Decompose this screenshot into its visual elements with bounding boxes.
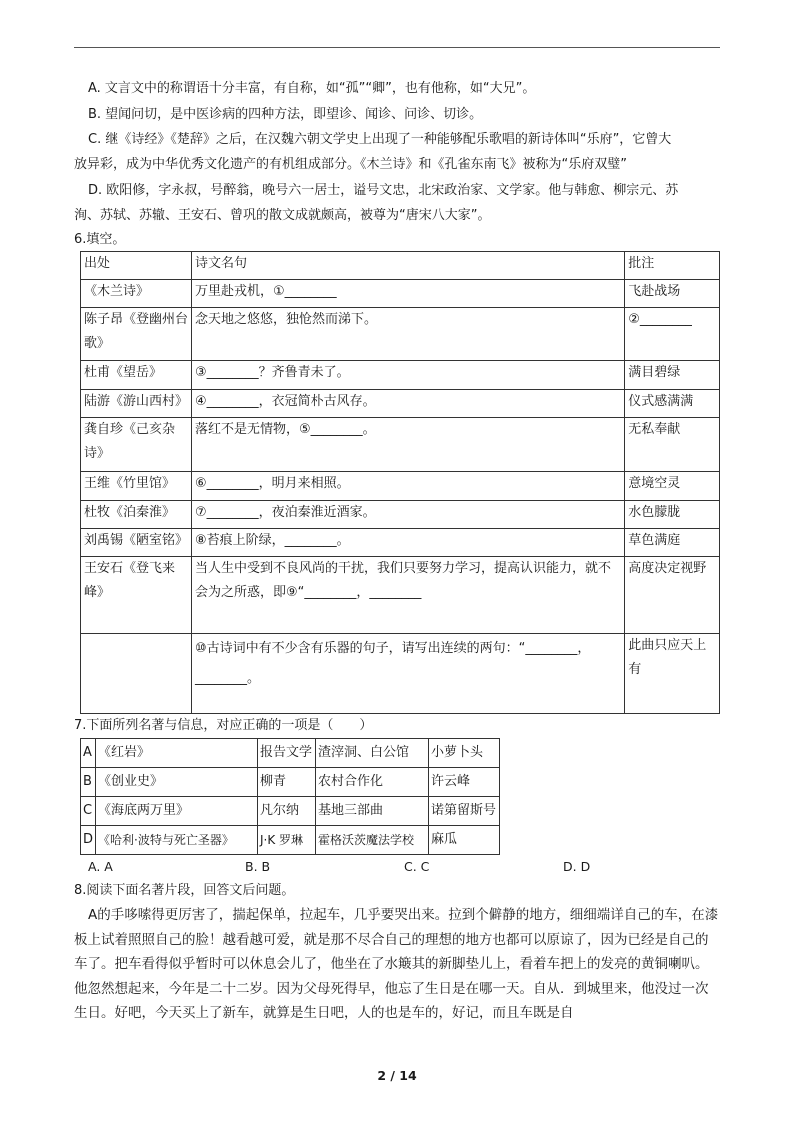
row-source: 王安石《登飞来峰》	[81, 557, 192, 634]
option-b: B. 望闻问切，是中医诊病的四种方法，即望诊、闻诊、问诊、切诊。	[88, 107, 483, 122]
table-row	[81, 529, 720, 557]
row-note: ②________	[625, 308, 720, 361]
row-detail: 诺第留斯号	[429, 797, 500, 826]
table-row	[81, 418, 720, 472]
table-row	[81, 501, 720, 529]
row-info: 霍格沃茨魔法学校	[316, 826, 429, 855]
row-note: 高度决定视野	[625, 557, 720, 634]
option-c-line2: 放异彩，成为中华优秀文化遗产的有机组成部分。《木兰诗》和《孔雀东南飞》被称为“乐府双璧”	[74, 157, 627, 172]
row-source: 陈子昂《登幽州台歌》	[81, 308, 192, 361]
row-line: 万里赴戎机，①________	[192, 280, 625, 308]
row-note: 意境空灵	[625, 472, 720, 501]
row-line: ④________，衣冠简朴古风存。	[192, 390, 625, 418]
row-source: 王维《竹里馆》	[81, 472, 192, 501]
page-number: 2 / 14	[377, 1068, 417, 1083]
row-book: 《哈利·波特与死亡圣器》	[96, 826, 258, 855]
table-row	[81, 472, 720, 501]
choice-b[interactable]: B. B	[245, 859, 271, 874]
row-line: 落红不是无情物，⑤________。	[192, 418, 625, 472]
header-line: 诗文名句	[192, 252, 625, 280]
header-rule	[74, 47, 720, 48]
row-author: 报告文学	[258, 739, 316, 768]
row-source: 龚自珍《己亥杂诗》	[81, 418, 192, 472]
books-table	[80, 738, 500, 855]
row-line: ⑩古诗词中有不少含有乐器的句子，请写出连续的两句：“________，________。	[192, 634, 625, 714]
table-row	[81, 634, 720, 714]
passage: A的手哆嗦得更厉害了，揣起保单，拉起车，几乎要哭出来。拉到个僻静的地方，细细端详自己的车，在漆板上试着照照自己的脸！越看越可爱，就是那不尽合自己的理想的地方也都可以原谅了，因为已经是自己的车了。把车看得似乎暂时可以休息会儿了，他坐在了水簸其的新脚垫儿上，看着车把上的发亮的黄铜喇叭。他忽然想起来，今年是二十二岁。因为父母死得早，他忘了生日是在哪一天。自从．到城里来，他没过一次生日。好吧，今天买上了新车，就算是生日吧，人的也是车的，好记，而且车既是自	[74, 907, 719, 1021]
table-row	[81, 280, 720, 308]
question-6-title: 6.填空。	[74, 232, 126, 247]
choice-d[interactable]: D. D	[563, 859, 591, 874]
fill-blank-table	[80, 251, 720, 714]
row-line: ③________？齐鲁青未了。	[192, 361, 625, 390]
table-row	[81, 557, 720, 634]
row-line: 当人生中受到不良风尚的干扰，我们只要努力学习，提高认识能力，就不会为之所惑，即⑨“________，________	[192, 557, 625, 634]
row-line: ⑦________，夜泊秦淮近酒家。	[192, 501, 625, 529]
row-author: 凡尔纳	[258, 797, 316, 826]
header-source: 出处	[81, 252, 192, 280]
choice-c[interactable]: C. C	[404, 859, 430, 874]
table-row	[81, 308, 720, 361]
row-line: ⑥________，明月来相照。	[192, 472, 625, 501]
option-d-line2: 洵、苏轼、苏辙、王安石、曾巩的散文成就颇高，被尊为“唐宋八大家”。	[74, 208, 491, 223]
question-7-title: 7.下面所列名著与信息，对应正确的一项是（ ）	[74, 718, 373, 733]
row-note: 水色朦胧	[625, 501, 720, 529]
row-author: J·K 罗琳	[258, 826, 316, 855]
table-row	[81, 797, 500, 826]
row-source: 刘禹锡《陋室铭》	[81, 529, 192, 557]
row-note: 满目碧绿	[625, 361, 720, 390]
row-book: 《创业史》	[96, 768, 258, 797]
row-note: 飞赴战场	[625, 280, 720, 308]
choice-a[interactable]: A. A	[88, 859, 113, 874]
row-letter: D	[81, 826, 96, 855]
row-book: 《海底两万里》	[96, 797, 258, 826]
table-row	[81, 739, 500, 768]
row-line: 念天地之悠悠，独怆然而涕下。	[192, 308, 625, 361]
table-row	[81, 361, 720, 390]
row-note: 草色满庭	[625, 529, 720, 557]
row-source: 杜甫《望岳》	[81, 361, 192, 390]
row-detail: 小萝卜头	[429, 739, 500, 768]
row-source: 《木兰诗》	[81, 280, 192, 308]
row-info: 农村合作化	[316, 768, 429, 797]
option-d-line1: D. 欧阳修，字永叔，号醉翁，晚号六一居士，谥号文忠，北宋政治家、文学家。他与韩愈、柳宗元、苏	[88, 183, 679, 198]
header-note: 批注	[625, 252, 720, 280]
table-row	[81, 390, 720, 418]
row-letter: A	[81, 739, 96, 768]
row-info: 基地三部曲	[316, 797, 429, 826]
table-header-row	[81, 252, 720, 280]
row-note: 此曲只应天上有	[625, 634, 720, 714]
option-a: A. 文言文中的称谓语十分丰富，有自称，如“孤”“卿”，也有他称，如“大兄”。	[88, 81, 536, 96]
table-row	[81, 768, 500, 797]
row-detail: 麻瓜	[429, 826, 500, 855]
table-row	[81, 826, 500, 855]
row-detail: 许云峰	[429, 768, 500, 797]
row-line: ⑧苔痕上阶绿，________。	[192, 529, 625, 557]
option-c-line1: C. 继《诗经》《楚辞》之后，在汉魏六朝文学史上出现了一种能够配乐歌唱的新诗体叫“乐府”，它曾大	[88, 132, 672, 147]
row-author: 柳青	[258, 768, 316, 797]
row-note: 仪式感满满	[625, 390, 720, 418]
row-letter: C	[81, 797, 96, 826]
row-note: 无私奉献	[625, 418, 720, 472]
row-info: 渣滓洞、白公馆	[316, 739, 429, 768]
row-source: 陆游《游山西村》	[81, 390, 192, 418]
row-source: 杜牧《泊秦淮》	[81, 501, 192, 529]
row-source	[81, 634, 192, 714]
row-letter: B	[81, 768, 96, 797]
question-8-title: 8.阅读下面名著片段，回答文后问题。	[74, 883, 295, 898]
row-book: 《红岩》	[96, 739, 258, 768]
